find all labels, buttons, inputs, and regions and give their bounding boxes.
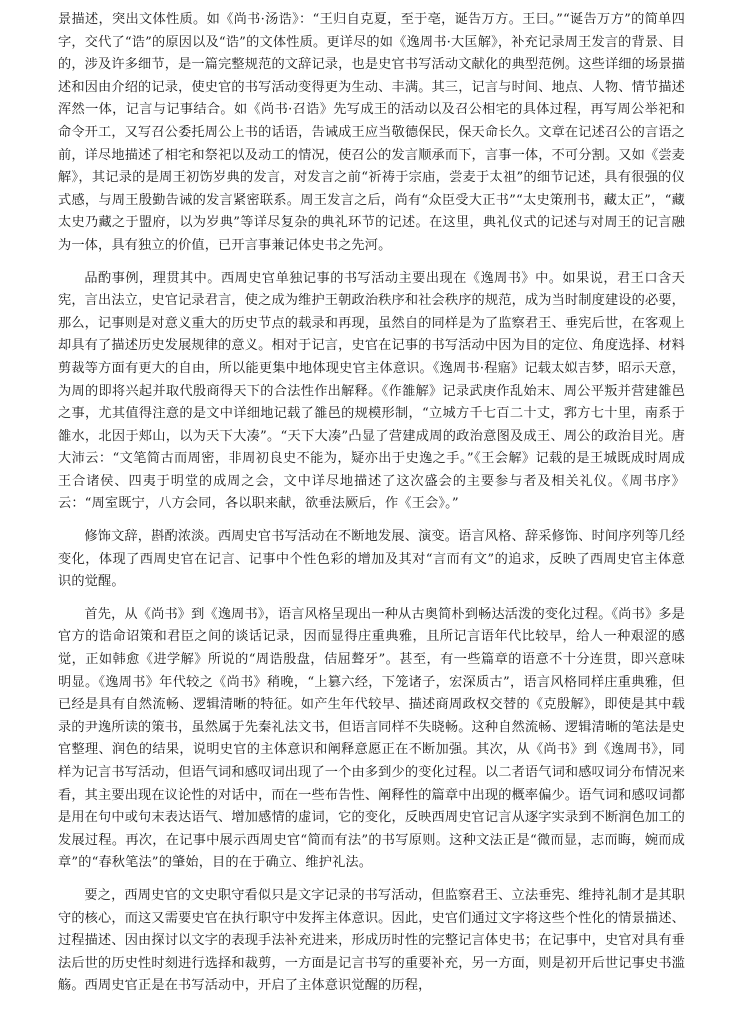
paragraph-4: 首先，从《尚书》到《逸周书》，语言风格呈现出一种从古奥简朴到畅达活泼的变化过程。《尚书》多是官方的诰命诏策和君臣之间的谈话记录，因而显得庄重典雅，且所记言语年代比较早，给人一种艰涩的感觉，正如韩愈《进学解》所说的“周诰殷盘，佶屈聱牙”。甚至，有一些篇章的语意不十分连贯，即兴意味明显。《逸周书》年代较之《尚书》稍晚，“上篡六经，下笼诸子，宏深质古”，语言风格同样庄重典雅，但已经是具有自然流畅、逻辑清晰的特征。如产生年代较早、描述商周政权交替的《克殷解》，即使是其中载录的尹逸所读的策书，虽然属于先秦礼法文书，但语言同样不失晓畅。这种自然流畅、逻辑清晰的笔法是史官整理、润色的结果，说明史官的主体意识和阐释意愿正在不断加强。其次，从《尚书》到《逸周书》，同样为记言书写活动，但语气词和感叹词出现了一个由多到少的变化过程。以二者语气词和感叹词分布情况来看，其主要出现在议论性的对话中，而在一些布告性、阐释性的篇章中出现的概率偏少。语气词和感叹词都是用在句中或句末表达语气、增加感情的虚词，它的变化，反映西周史官记言从逐字实录到不断润色加工的发展过程。再次，在记事中展示西周史官“简而有法”的书写原则。这种文法正是“微而显，志而晦，婉而成章”的“春秋笔法”的肇始，目的在于确立、维护礼法。 <box>58 606 685 871</box>
paragraph-2: 品酌事例，理贯其中。西周史官单独记事的书写活动主要出现在《逸周书》中。如果说，君王口含天宪，言出法立，史官记录君言，使之成为维护王朝政治秩序和社会秩序的规范，成为当时制度建设的必要，那么，记事则是对意义重大的历史节点的载录和再现，虽然自的同样是为了监察君王、垂宪后世，在客观上却具有了描述历史发展规律的意义。相对于记言，史官在记事的书写活动中因为目的定位、角度选择、材料剪裁等方面有更大的自由，所以能更集中地体现史官主体意识。《逸周书·程寤》记载太姒吉梦，昭示天意，为周的即将兴起并取代殷商得天下的合法性作出解释。《作雒解》记录武庚作乱始末、周公平叛并营建雒邑之事，尤其值得注意的是文中详细地记载了雒邑的规模形制，“立城方千七百二十丈，郛方七十里，南系于雒水，北因于郏山，以为天下大凑”。“天下大凑”凸显了营建成周的政治意图及成王、周公的政治目光。唐大沛云：“文笔简古而周密，非周初良史不能为，疑亦出于史逸之手。”《王会解》记载的是王城既成时周成王合诸侯、四夷于明堂的成周之会，文中详尽地描述了这次盛会的主要参与者及相关礼仪。《周书序》云：“周室既宁，八方会同，各以职来献，欲垂法厥后，作《王会》。” <box>58 270 685 512</box>
paragraph-3: 修饰文辞，斟酌浓淡。西周史官书写活动在不断地发展、演变。语言风格、辞采修饰、时间序列等几经变化，体现了西周史官在记言、记事中个性色彩的增加及其对“言而有文”的追求，反映了西周史官主体意识的觉醒。 <box>58 529 685 590</box>
paragraph-1: 景描述，突出文体性质。如《尚书·汤诰》：“王归自克夏，至于亳，诞告万方。王曰。”“诞告万方”的简单四字，交代了“诰”的原因以及“诰”的文体性质。更详尽的如《逸周书·大匡解》，补充记录周王发言的背景、目的，涉及许多细节，是一篇完整规范的文辞记录，也是史官书写活动文献化的典型范例。这些详细的场景描述和因由介绍的记录，使史官的书写活动变得更为生动、丰满。其三，记言与时间、地点、人物、情节描述浑然一体，记言与记事结合。如《尚书·召诰》先写成王的活动以及召公相宅的具体过程，再写周公举祀和命令开工，又写召公委托周公上书的话语，告诫成王应当敬德保民，保天命长久。文章在记述召公的言语之前，详尽地描述了相宅和祭祀以及动工的情况，使召公的发言顺承而下，言事一体，不可分割。又如《尝麦解》，其记录的是周王初饬岁典的发言，对发言之前“祈祷于宗庙，尝麦于太祖”的细节记述，具有很强的仪式感，与周王殷勤告诫的发言紧密联系。周王发言之后，尚有“众臣受大正书”“太史策刑书，藏太正”，“藏太史乃藏之于盟府，以为岁典”等详尽复杂的典礼环节的记述。在这里，典礼仪式的记述与对周王的记言融为一体，具有独立的价值，已开言事兼记体史书之先河。 <box>58 12 685 253</box>
paragraph-5: 要之，西周史官的文史职守看似只是文字记录的书写活动，但监察君王、立法垂宪、维持礼制才是其职守的核心，而这又需要史官在执行职守中发挥主体意识。因此，史官们通过文字将这些个性化的情景描述、过程描述、因由探讨以文字的表现手法补充进来，形成历时性的完整记言体史书；在记事中，史官对具有垂法后世的历史性时刻进行选择和裁剪，一方面是记言书写的重要补充，另一方面，则是初开后世记事史书滥觞。西周史官正是在书写活动中，开启了主体意识觉醒的历程， <box>58 887 685 994</box>
